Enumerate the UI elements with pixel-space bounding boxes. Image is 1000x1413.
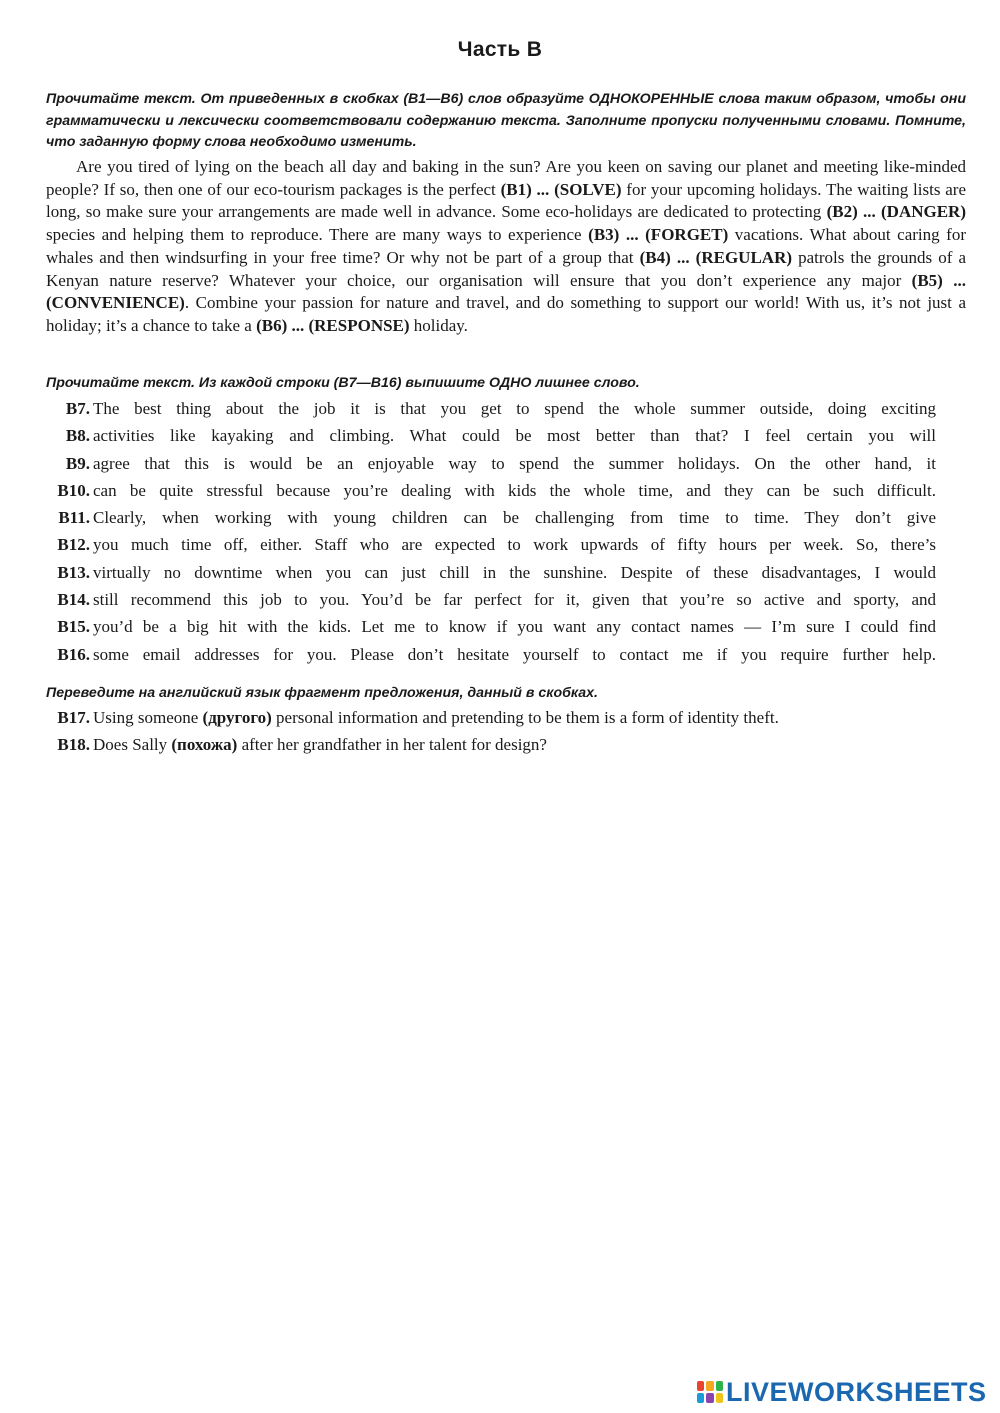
line-text: Clearly, when working with young children can be challenging from time to time. They don’t give	[93, 508, 936, 528]
logo-mark-icon	[697, 1381, 723, 1403]
line-b13	[46, 563, 936, 590]
item-prompt: (другого)	[202, 708, 272, 727]
line-number: B12.	[57, 535, 90, 555]
passage-text: species and helping them to reproduce. There are many ways to experience	[46, 225, 589, 245]
line-number: B7.	[65, 399, 90, 418]
logo-tile	[706, 1393, 713, 1403]
line-number: B14.	[57, 590, 90, 610]
passage-text: patrols the grounds of a Kenyan nature reserve? Whatever your choice, our organisation will ensure that you don’t experience any major	[46, 247, 966, 290]
item-text-after: personal information and pretending to be them is a form of identity theft.	[271, 708, 779, 727]
gap-b1: (B1) ... (SOLVE)	[500, 179, 622, 199]
passage-text: vacations. What about caring for whales and then windsurfing in your free time? Or why not be part of a group that	[46, 225, 966, 267]
line-b8	[46, 426, 936, 453]
line-b7	[46, 399, 936, 426]
gap-b2: (B2) ... (DANGER)	[826, 202, 966, 222]
line-number: B15.	[57, 617, 90, 637]
gap-b4: (B4) ... (REGULAR)	[639, 247, 793, 267]
line-b16	[46, 645, 936, 672]
instruction-translation: Переведите на английский язык фрагмент предложения, данный в скобках.	[46, 685, 599, 701]
line-b12	[46, 535, 936, 562]
line-b10	[46, 481, 936, 508]
line-text: still recommend this job to you. You’d be far perfect for it, given that you’re so active and sporty, and	[93, 590, 936, 610]
line-b9	[46, 454, 936, 481]
passage-text: Are you tired of lying on the beach all day and baking in the sun? Are you keen on saving our planet and meeting like-minded people? If so, then one of our eco-tourism packages is the perfect	[46, 157, 966, 199]
item-text-after: after her grandfather in her talent for design?	[237, 735, 547, 755]
extra-word-lines	[46, 399, 936, 672]
logo-tile	[697, 1393, 704, 1403]
passage-word-formation	[46, 156, 966, 338]
item-text	[93, 708, 966, 728]
logo-tile	[716, 1393, 723, 1403]
item-text	[93, 735, 966, 755]
instruction-extra-word: Прочитайте текст. Из каждой строки (B7—B16) выпишите ОДНО лишнее слово.	[46, 375, 640, 391]
translation-items	[46, 708, 966, 763]
line-b11	[46, 508, 936, 535]
item-b18	[46, 735, 966, 762]
line-text: agree that this is would be an enjoyable way to spend the summer holidays. On the other hand, it	[93, 453, 936, 473]
line-b14	[46, 590, 936, 617]
passage-text: . Combine your passion for nature and travel, and do something to support our world! With us, it’s not just a holiday; it’s a chance to take a	[46, 293, 966, 335]
gap-b6: (B6) ... (RESPONSE)	[256, 315, 410, 335]
line-text: some email addresses for you. Please don’t hesitate yourself to contact me if you require further help.	[93, 644, 936, 664]
line-text: The best thing about the job it is that you get to spend the whole summer outside, doing exciting	[93, 399, 936, 418]
gap-b3: (B3) ... (FORGET)	[588, 225, 729, 245]
item-text-before: Does Sally	[93, 735, 172, 755]
item-b17	[46, 708, 966, 735]
line-number: B10.	[57, 480, 90, 500]
line-number: B8.	[65, 426, 90, 446]
item-text-before: Using someone	[93, 708, 203, 727]
gap-b5: (B5) ... (CONVENIENCE)	[46, 270, 966, 313]
line-text: activities like kayaking and climbing. What could be most better than that? I feel certain you will	[93, 426, 936, 446]
logo-tile	[697, 1381, 704, 1391]
item-prompt: (похожа)	[171, 735, 238, 755]
liveworksheets-logo[interactable]	[697, 1377, 987, 1407]
logo-text: LIVEWORKSHEETS	[726, 1376, 987, 1407]
line-number: B11.	[58, 508, 90, 528]
line-b15	[46, 617, 936, 644]
line-number: B13.	[57, 562, 90, 582]
line-number: B16.	[57, 644, 90, 664]
line-text: you much time off, either. Staff who are expected to work upwards of fifty hours per week. So, there’s	[93, 535, 936, 555]
line-text: you’d be a big hit with the kids. Let me to know if you want any contact names — I’m sure I could find	[93, 617, 936, 637]
item-number: B18.	[57, 735, 90, 755]
page-title: Часть В	[457, 38, 543, 61]
line-number: B9.	[65, 453, 90, 473]
passage-text: holiday.	[409, 315, 468, 335]
passage-text: for your upcoming holidays. The waiting lists are long, so make sure your arrangements are made well in advance. Some eco-holidays are dedicated to protecting	[46, 179, 966, 222]
item-number: B17.	[57, 708, 90, 727]
line-text: can be quite stressful because you’re dealing with kids the whole time, and they can be such difficult.	[93, 480, 936, 500]
line-text: virtually no downtime when you can just chill in the sunshine. Despite of these disadvantages, I would	[93, 562, 936, 582]
logo-tile	[716, 1381, 723, 1391]
instruction-word-formation: Прочитайте текст. От приведенных в скобках (B1—B6) слов образуйте ОДНОКОРЕННЫЕ слова таким образом, чтобы они грамматически и лексически соответствовали содержанию текста. Заполните пропуски полученными словами. Помните, что заданную форму слова необходимо изменить.	[46, 91, 966, 150]
logo-tile	[706, 1381, 713, 1391]
